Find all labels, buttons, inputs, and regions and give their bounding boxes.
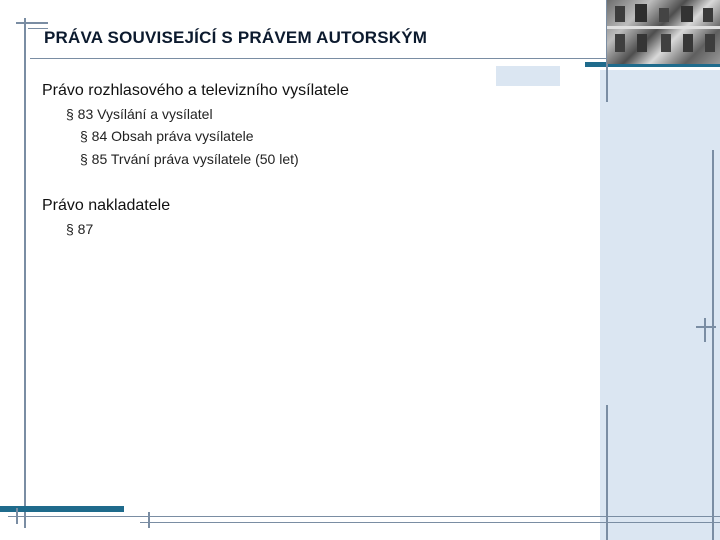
building-facade-icon (607, 0, 720, 64)
slide-title: PRÁVA SOUVISEJÍCÍ S PRÁVEM AUTORSKÝM (44, 28, 428, 47)
right-cross-v (704, 318, 706, 342)
right-top-small-panel (496, 66, 560, 86)
bottom-line (8, 516, 720, 517)
paragraph-item-85: § 85 Trvání práva vysílatele (50 let) (80, 151, 299, 167)
bottom-left-bar (0, 506, 124, 512)
section-heading-publisher: Právo nakladatele (42, 197, 171, 214)
right-vertical-line-lower (606, 405, 608, 540)
bottom-line-2 (140, 522, 720, 523)
bottom-cross-v (148, 512, 150, 528)
paragraph-item-87: § 87 (66, 221, 94, 237)
header-photo (607, 0, 720, 64)
section-heading-broadcaster: Právo rozhlasového a televizního vysílatele (42, 82, 349, 99)
paragraph-item-84: § 84 Obsah práva vysílatele (80, 128, 254, 144)
paragraph-item-83: § 83 Vysílání a vysílatel (66, 106, 213, 122)
bottom-left-cross-v (16, 508, 18, 524)
top-tick-line (16, 22, 48, 24)
left-vertical-line (24, 18, 26, 528)
right-cross-h (696, 326, 716, 328)
right-side-panel (600, 70, 720, 540)
far-right-vertical-line (712, 150, 714, 540)
